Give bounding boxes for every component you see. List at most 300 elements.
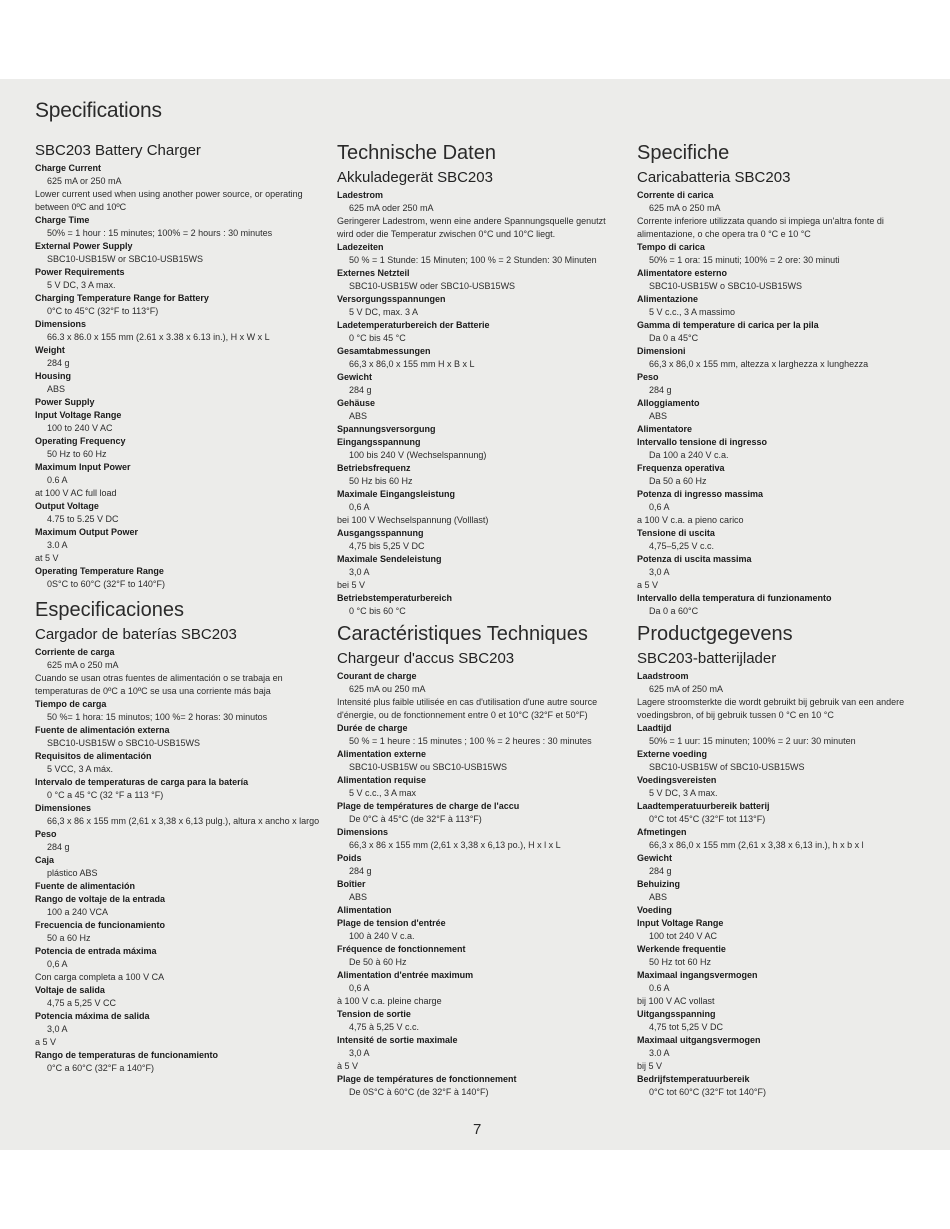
spec-value: 0.6 A bbox=[649, 983, 670, 993]
product-title: Caricabatteria SBC203 bbox=[637, 169, 791, 186]
spec-label: Gewicht bbox=[337, 372, 373, 382]
spec-label: Poids bbox=[337, 853, 362, 863]
spec-note: a 5 V bbox=[637, 580, 659, 590]
spec-label: Tiempo de carga bbox=[35, 699, 107, 709]
spec-entry bbox=[637, 397, 922, 423]
spec-entry bbox=[637, 345, 922, 371]
spec-note: a 100 V c.a. a pieno carico bbox=[637, 515, 744, 525]
spec-value: ABS bbox=[349, 411, 368, 421]
spec-value: 100 a 240 VCA bbox=[47, 907, 109, 917]
spec-label: Peso bbox=[637, 372, 659, 382]
spec-note: bei 100 V Wechselspannung (Volllast) bbox=[337, 515, 489, 525]
language-heading: Caractéristiques Techniques bbox=[337, 623, 588, 645]
spec-label: Externe voeding bbox=[637, 749, 708, 759]
spec-value: Da 0 a 45°C bbox=[649, 333, 699, 343]
spec-note: Lagere stroomsterkte die wordt gebruikt bij gebruik van een andere voedingsbron, of bij gebruik tussen 0 °C en 10 °C bbox=[637, 697, 905, 720]
spec-entry bbox=[337, 527, 622, 553]
spec-value: 50 Hz to 60 Hz bbox=[47, 449, 107, 459]
spec-entry bbox=[637, 878, 922, 904]
spec-entry bbox=[35, 435, 320, 461]
spec-entry bbox=[35, 292, 320, 318]
spec-entry bbox=[337, 241, 622, 267]
spec-entry bbox=[637, 800, 922, 826]
spec-entry bbox=[337, 670, 622, 722]
spec-entry bbox=[35, 214, 320, 240]
spec-entry bbox=[637, 241, 922, 267]
spec-entry bbox=[337, 826, 622, 852]
product-title: Cargador de baterías SBC203 bbox=[35, 626, 237, 643]
spec-entry bbox=[337, 917, 622, 943]
spec-entry bbox=[337, 943, 622, 969]
spec-entry bbox=[337, 345, 622, 371]
section-es bbox=[35, 598, 320, 1075]
spec-value: 625 mA of 250 mA bbox=[649, 684, 724, 694]
spec-label: Power Requirements bbox=[35, 267, 125, 277]
spec-note: Cuando se usan otras fuentes de alimentación o se trabaja en temperaturas de 0ºC a 10ºC se usa una corriente más baja bbox=[35, 673, 283, 696]
spec-entry bbox=[35, 409, 320, 435]
spec-label: Charge Current bbox=[35, 163, 102, 173]
spec-value: 3,0 A bbox=[47, 1024, 68, 1034]
spec-value: 3.0 A bbox=[649, 1048, 670, 1058]
spec-entry bbox=[337, 423, 622, 436]
spec-entry bbox=[35, 344, 320, 370]
spec-value: 50% = 1 hour : 15 minutes; 100% = 2 hours : 30 minutes bbox=[47, 228, 273, 238]
section-nl bbox=[637, 622, 922, 1099]
spec-entry bbox=[35, 162, 320, 214]
spec-label: Laadstroom bbox=[637, 671, 689, 681]
spec-label: Gamma di temperature di carica per la pila bbox=[637, 320, 819, 330]
spec-value: 4,75 a 5,25 V CC bbox=[47, 998, 117, 1008]
spec-entry bbox=[337, 293, 622, 319]
spec-value: 625 mA o 250 mA bbox=[47, 660, 119, 670]
spec-entry bbox=[637, 319, 922, 345]
spec-label: Behuizing bbox=[637, 879, 680, 889]
spec-label: Bedrijfstemperatuurbereik bbox=[637, 1074, 750, 1084]
spec-value: 66.3 x 86.0 x 155 mm (2.61 x 3.38 x 6.13 in.), H x W x L bbox=[47, 332, 270, 342]
spec-entry bbox=[35, 461, 320, 500]
spec-entry bbox=[637, 371, 922, 397]
spec-value: 0,6 A bbox=[349, 983, 370, 993]
spec-value: 0S°C to 60°C (32°F to 140°F) bbox=[47, 579, 165, 589]
spec-value: 0°C to 45°C (32°F to 113°F) bbox=[47, 306, 159, 316]
spec-label: Alimentation externe bbox=[337, 749, 427, 759]
spec-value: 66,3 x 86,0 x 155 mm H x B x L bbox=[349, 359, 475, 369]
spec-value: SBC10-USB15W ou SBC10-USB15WS bbox=[349, 762, 508, 772]
spec-value: ABS bbox=[649, 892, 668, 902]
spec-value: 0°C tot 45°C (32°F tot 113°F) bbox=[649, 814, 766, 824]
spec-label: Maximum Output Power bbox=[35, 527, 139, 537]
spec-entry bbox=[637, 553, 922, 592]
spec-label: Alimentatore esterno bbox=[637, 268, 728, 278]
spec-value: Da 100 a 240 V c.a. bbox=[649, 450, 729, 460]
spec-value: plástico ABS bbox=[47, 868, 98, 878]
spec-value: 66,3 x 86,0 x 155 mm (2,61 x 3,38 x 6,13 in.), h x b x l bbox=[649, 840, 864, 850]
spec-entry bbox=[637, 293, 922, 319]
spec-entry bbox=[337, 722, 622, 748]
spec-value: 100 to 240 V AC bbox=[47, 423, 113, 433]
product-title: Chargeur d'accus SBC203 bbox=[337, 650, 515, 667]
spec-note: at 100 V AC full load bbox=[35, 488, 117, 498]
spec-list bbox=[637, 189, 922, 618]
spec-label: Ladestrom bbox=[337, 190, 384, 200]
spec-entry bbox=[35, 854, 320, 880]
spec-label: Externes Netzteil bbox=[337, 268, 410, 278]
spec-label: Alloggiamento bbox=[637, 398, 700, 408]
spec-entry bbox=[337, 1008, 622, 1034]
spec-value: 4.75 to 5.25 V DC bbox=[47, 514, 119, 524]
section-en bbox=[35, 141, 320, 591]
spec-label: Peso bbox=[35, 829, 57, 839]
spec-entry bbox=[337, 1073, 622, 1099]
spec-value: 0 °C bis 60 °C bbox=[349, 606, 406, 616]
spec-value: 284 g bbox=[47, 358, 70, 368]
spec-label: Alimentatore bbox=[637, 424, 693, 434]
spec-entry bbox=[35, 893, 320, 919]
language-heading: Technische Daten bbox=[337, 142, 496, 164]
spec-entry bbox=[337, 592, 622, 618]
spec-value: 5 V c.c., 3 A max bbox=[349, 788, 417, 798]
spec-label: Corrente di carica bbox=[637, 190, 714, 200]
spec-label: Voeding bbox=[637, 905, 672, 915]
spec-label: Operating Frequency bbox=[35, 436, 126, 446]
spec-value: 50% = 1 ora: 15 minuti; 100% = 2 ore: 30 minuti bbox=[649, 255, 840, 265]
spec-entry bbox=[35, 526, 320, 565]
spec-entry bbox=[637, 670, 922, 722]
spec-list bbox=[35, 646, 320, 1075]
spec-list bbox=[337, 670, 622, 1099]
spec-value: 100 tot 240 V AC bbox=[649, 931, 718, 941]
spec-entry bbox=[35, 266, 320, 292]
spec-value: 3.0 A bbox=[47, 540, 68, 550]
spec-entry bbox=[35, 984, 320, 1010]
spec-value: 4,75–5,25 V c.c. bbox=[649, 541, 715, 551]
spec-label: Dimensions bbox=[337, 827, 389, 837]
spec-note: Geringerer Ladestrom, wenn eine andere Spannungsquelle genutzt wird oder die Temperatur zwischen 0°C und 10°C liegt. bbox=[337, 216, 606, 239]
page-title: Specifications bbox=[35, 99, 162, 122]
spec-label: Durée de charge bbox=[337, 723, 408, 733]
spec-label: Fuente de alimentación externa bbox=[35, 725, 170, 735]
spec-value: De 0°C à 45°C (de 32°F à 113°F) bbox=[349, 814, 482, 824]
spec-label: Corriente de carga bbox=[35, 647, 115, 657]
spec-note: Intensité plus faible utilisée en cas d'utilisation d'une autre source d'énergie, ou de fonctionnement entre 0 et 10°C (32°F et 50°F) bbox=[337, 697, 598, 720]
spec-value: SBC10-USB15W or SBC10-USB15WS bbox=[47, 254, 204, 264]
spec-label: Plage de températures de fonctionnement bbox=[337, 1074, 517, 1084]
spec-label: Requisitos de alimentación bbox=[35, 751, 152, 761]
spec-label: Charge Time bbox=[35, 215, 90, 225]
spec-label: Ausgangsspannung bbox=[337, 528, 424, 538]
spec-entry bbox=[337, 371, 622, 397]
spec-entry bbox=[637, 592, 922, 618]
spec-label: Tensione di uscita bbox=[637, 528, 715, 538]
spec-list bbox=[35, 162, 320, 591]
spec-entry bbox=[35, 565, 320, 591]
section-fr bbox=[337, 622, 622, 1099]
spec-value: ABS bbox=[349, 892, 368, 902]
spec-entry bbox=[337, 969, 622, 1008]
spec-value: 66,3 x 86,0 x 155 mm, altezza x larghezza x lunghezza bbox=[649, 359, 869, 369]
spec-entry bbox=[35, 396, 320, 409]
spec-label: Voedingsvereisten bbox=[637, 775, 717, 785]
spec-label: Tempo di carica bbox=[637, 242, 705, 252]
spec-label: Maximaal ingangsvermogen bbox=[637, 970, 758, 980]
spec-label: Frecuencia de funcionamiento bbox=[35, 920, 166, 930]
spec-value: 5 V c.c., 3 A massimo bbox=[649, 307, 736, 317]
spec-entry bbox=[337, 462, 622, 488]
spec-label: Frequenza operativa bbox=[637, 463, 725, 473]
spec-value: 0 °C bis 45 °C bbox=[349, 333, 406, 343]
spec-label: Alimentation d'entrée maximum bbox=[337, 970, 474, 980]
spec-label: Potenza di uscita massima bbox=[637, 554, 752, 564]
spec-entry bbox=[35, 750, 320, 776]
spec-value: 50 % = 1 Stunde: 15 Minuten; 100 % = 2 Stunden: 30 Minuten bbox=[349, 255, 597, 265]
language-heading: Productgegevens bbox=[637, 623, 793, 645]
spec-label: Werkende frequentie bbox=[637, 944, 726, 954]
spec-label: Betriebstemperaturbereich bbox=[337, 593, 453, 603]
spec-entry bbox=[637, 722, 922, 748]
spec-note: Lower current used when using another power source, or operating between 0ºC and 10ºC bbox=[35, 189, 303, 212]
spec-entry bbox=[337, 436, 622, 462]
spec-label: Laadtijd bbox=[637, 723, 672, 733]
spec-label: Alimentation requise bbox=[337, 775, 427, 785]
spec-value: Da 50 a 60 Hz bbox=[649, 476, 707, 486]
spec-value: 3,0 A bbox=[349, 567, 370, 577]
spec-entry bbox=[637, 436, 922, 462]
spec-value: 5 V DC, max. 3 A bbox=[349, 307, 419, 317]
spec-label: Eingangsspannung bbox=[337, 437, 421, 447]
spec-entry bbox=[337, 774, 622, 800]
spec-value: 625 mA or 250 mA bbox=[47, 176, 122, 186]
spec-value: SBC10-USB15W of SBC10-USB15WS bbox=[649, 762, 805, 772]
spec-entry bbox=[637, 1073, 922, 1099]
spec-value: 625 mA ou 250 mA bbox=[349, 684, 426, 694]
spec-value: 50 Hz bis 60 Hz bbox=[349, 476, 413, 486]
spec-value: ABS bbox=[47, 384, 66, 394]
spec-entry bbox=[637, 267, 922, 293]
spec-entry bbox=[637, 943, 922, 969]
spec-value: 66,3 x 86 x 155 mm (2,61 x 3,38 x 6,13 po.), H x l x L bbox=[349, 840, 561, 850]
spec-label: Intensité de sortie maximale bbox=[337, 1035, 458, 1045]
spec-entry bbox=[35, 919, 320, 945]
spec-label: Plage de températures de charge de l'accu bbox=[337, 801, 520, 811]
spec-value: 0°C a 60°C (32°F a 140°F) bbox=[47, 1063, 154, 1073]
spec-entry bbox=[35, 802, 320, 828]
spec-entry bbox=[337, 553, 622, 592]
spec-label: Gesamtabmessungen bbox=[337, 346, 431, 356]
spec-label: Alimentazione bbox=[637, 294, 699, 304]
spec-value: 66,3 x 86 x 155 mm (2,61 x 3,38 x 6,13 pulg.), altura x ancho x largo bbox=[47, 816, 320, 826]
spec-label: Plage de tension d'entrée bbox=[337, 918, 446, 928]
product-title: SBC203 Battery Charger bbox=[35, 142, 201, 159]
spec-value: 4,75 tot 5,25 V DC bbox=[649, 1022, 724, 1032]
spec-value: 0 °C a 45 °C (32 °F a 113 °F) bbox=[47, 790, 164, 800]
spec-entry bbox=[637, 189, 922, 241]
spec-entry bbox=[637, 904, 922, 917]
spec-entry bbox=[35, 945, 320, 984]
spec-value: 284 g bbox=[649, 385, 672, 395]
spec-value: 5 V DC, 3 A max. bbox=[649, 788, 718, 798]
spec-note: à 5 V bbox=[337, 1061, 359, 1071]
spec-label: Maximale Eingangsleistung bbox=[337, 489, 456, 499]
spec-entry bbox=[637, 826, 922, 852]
spec-label: Maximale Sendeleistung bbox=[337, 554, 442, 564]
spec-entry bbox=[35, 724, 320, 750]
spec-entry bbox=[35, 500, 320, 526]
spec-value: 100 à 240 V c.a. bbox=[349, 931, 415, 941]
spec-value: 625 mA oder 250 mA bbox=[349, 203, 434, 213]
spec-value: 625 mA o 250 mA bbox=[649, 203, 721, 213]
spec-entry bbox=[35, 1010, 320, 1049]
spec-list bbox=[637, 670, 922, 1099]
spec-label: Afmetingen bbox=[637, 827, 687, 837]
spec-label: Charging Temperature Range for Battery bbox=[35, 293, 209, 303]
spec-entry bbox=[35, 880, 320, 893]
spec-value: 0,6 A bbox=[649, 502, 670, 512]
spec-value: 3,0 A bbox=[649, 567, 670, 577]
spec-entry bbox=[337, 748, 622, 774]
spec-entry bbox=[637, 527, 922, 553]
spec-entry bbox=[337, 319, 622, 345]
spec-entry bbox=[337, 488, 622, 527]
spec-label: Fréquence de fonctionnement bbox=[337, 944, 466, 954]
spec-label: Intervallo tensione di ingresso bbox=[637, 437, 768, 447]
spec-note: bei 5 V bbox=[337, 580, 366, 590]
spec-label: Fuente de alimentación bbox=[35, 881, 136, 891]
spec-note: at 5 V bbox=[35, 553, 59, 563]
spec-entry bbox=[35, 776, 320, 802]
spec-value: 3,0 A bbox=[349, 1048, 370, 1058]
spec-value: 50 a 60 Hz bbox=[47, 933, 91, 943]
spec-label: Uitgangsspanning bbox=[637, 1009, 716, 1019]
spec-value: SBC10-USB15W o SBC10-USB15WS bbox=[649, 281, 803, 291]
spec-value: 5 V DC, 3 A max. bbox=[47, 280, 116, 290]
spec-label: Gehäuse bbox=[337, 398, 376, 408]
language-heading: Specifiche bbox=[637, 142, 730, 164]
spec-entry bbox=[35, 646, 320, 698]
spec-label: Dimensions bbox=[35, 319, 87, 329]
spec-entry bbox=[337, 878, 622, 904]
spec-entry bbox=[637, 774, 922, 800]
spec-label: Intervallo della temperatura di funzionamento bbox=[637, 593, 832, 603]
spec-entry bbox=[35, 370, 320, 396]
spec-entry bbox=[35, 240, 320, 266]
section-it bbox=[637, 141, 922, 618]
spec-note: a 5 V bbox=[35, 1037, 57, 1047]
spec-label: Boîtier bbox=[337, 879, 366, 889]
spec-entry bbox=[337, 189, 622, 241]
spec-label: Weight bbox=[35, 345, 65, 355]
spec-label: Operating Temperature Range bbox=[35, 566, 164, 576]
product-title: SBC203-batterijlader bbox=[637, 650, 777, 667]
spec-value: De 50 à 60 Hz bbox=[349, 957, 407, 967]
spec-label: Input Voltage Range bbox=[35, 410, 122, 420]
spec-value: 5 VCC, 3 A máx. bbox=[47, 764, 114, 774]
spec-value: 284 g bbox=[649, 866, 672, 876]
spec-label: Maximum Input Power bbox=[35, 462, 131, 472]
spec-entry bbox=[637, 1008, 922, 1034]
spec-entry bbox=[35, 698, 320, 724]
spec-label: Courant de charge bbox=[337, 671, 417, 681]
spec-entry bbox=[637, 1034, 922, 1073]
spec-label: Maximaal uitgangsvermogen bbox=[637, 1035, 761, 1045]
spec-label: Laadtemperatuurbereik batterij bbox=[637, 801, 770, 811]
spec-label: Spannungsversorgung bbox=[337, 424, 436, 434]
spec-value: 0,6 A bbox=[349, 502, 370, 512]
spec-entry bbox=[637, 852, 922, 878]
spec-entry bbox=[637, 423, 922, 436]
page-number: 7 bbox=[473, 1121, 482, 1138]
spec-entry bbox=[337, 904, 622, 917]
spec-note: bij 5 V bbox=[637, 1061, 663, 1071]
spec-value: 50 % = 1 heure : 15 minutes ; 100 % = 2 heures : 30 minutes bbox=[349, 736, 592, 746]
spec-value: 284 g bbox=[349, 385, 372, 395]
spec-note: Corrente inferiore utilizzata quando si impiega un'altra fonte di alimentazione, o che opera tra 0 °C e 10 °C bbox=[637, 216, 884, 239]
spec-label: Input Voltage Range bbox=[637, 918, 724, 928]
spec-list bbox=[337, 189, 622, 618]
spec-value: De 0S°C à 60°C (de 32°F à 140°F) bbox=[349, 1087, 489, 1097]
spec-note: Con carga completa a 100 V CA bbox=[35, 972, 165, 982]
spec-label: Voltaje de salida bbox=[35, 985, 105, 995]
spec-entry bbox=[337, 1034, 622, 1073]
spec-label: Power Supply bbox=[35, 397, 95, 407]
spec-value: SBC10-USB15W o SBC10-USB15WS bbox=[47, 738, 201, 748]
product-title: Akkuladegerät SBC203 bbox=[337, 169, 493, 186]
spec-label: Versorgungsspannungen bbox=[337, 294, 446, 304]
spec-value: 4,75 à 5,25 V c.c. bbox=[349, 1022, 420, 1032]
spec-value: 0,6 A bbox=[47, 959, 68, 969]
spec-entry bbox=[637, 748, 922, 774]
spec-label: Tension de sortie bbox=[337, 1009, 411, 1019]
spec-label: Housing bbox=[35, 371, 71, 381]
spec-value: 0.6 A bbox=[47, 475, 68, 485]
spec-entry bbox=[637, 917, 922, 943]
spec-label: Intervalo de temperaturas de carga para la batería bbox=[35, 777, 249, 787]
spec-label: Caja bbox=[35, 855, 55, 865]
spec-entry bbox=[337, 800, 622, 826]
spec-label: Betriebsfrequenz bbox=[337, 463, 411, 473]
spec-value: 100 bis 240 V (Wechselspannung) bbox=[349, 450, 487, 460]
spec-value: 284 g bbox=[47, 842, 70, 852]
spec-label: Alimentation bbox=[337, 905, 392, 915]
spec-entry bbox=[337, 397, 622, 423]
spec-entry bbox=[35, 828, 320, 854]
spec-entry bbox=[337, 852, 622, 878]
spec-label: Output Voltage bbox=[35, 501, 99, 511]
spec-value: SBC10-USB15W oder SBC10-USB15WS bbox=[349, 281, 516, 291]
spec-label: External Power Supply bbox=[35, 241, 133, 251]
section-de bbox=[337, 141, 622, 618]
spec-entry bbox=[637, 462, 922, 488]
spec-label: Rango de voltaje de la entrada bbox=[35, 894, 166, 904]
spec-entry bbox=[637, 488, 922, 527]
spec-value: ABS bbox=[649, 411, 668, 421]
spec-entry bbox=[637, 969, 922, 1008]
spec-note: bij 100 V AC vollast bbox=[637, 996, 715, 1006]
spec-label: Gewicht bbox=[637, 853, 673, 863]
spec-value: Da 0 a 60°C bbox=[649, 606, 699, 616]
spec-note: à 100 V c.a. pleine charge bbox=[337, 996, 442, 1006]
spec-label: Ladezeiten bbox=[337, 242, 384, 252]
spec-label: Ladetemperaturbereich der Batterie bbox=[337, 320, 490, 330]
spec-value: 4,75 bis 5,25 V DC bbox=[349, 541, 425, 551]
spec-value: 50 Hz tot 60 Hz bbox=[649, 957, 712, 967]
spec-label: Potenza di ingresso massima bbox=[637, 489, 764, 499]
spec-entry bbox=[35, 1049, 320, 1075]
spec-label: Dimensiones bbox=[35, 803, 92, 813]
spec-label: Dimensioni bbox=[637, 346, 686, 356]
spec-value: 50% = 1 uur: 15 minuten; 100% = 2 uur: 30 minuten bbox=[649, 736, 856, 746]
spec-entry bbox=[35, 318, 320, 344]
spec-entry bbox=[337, 267, 622, 293]
